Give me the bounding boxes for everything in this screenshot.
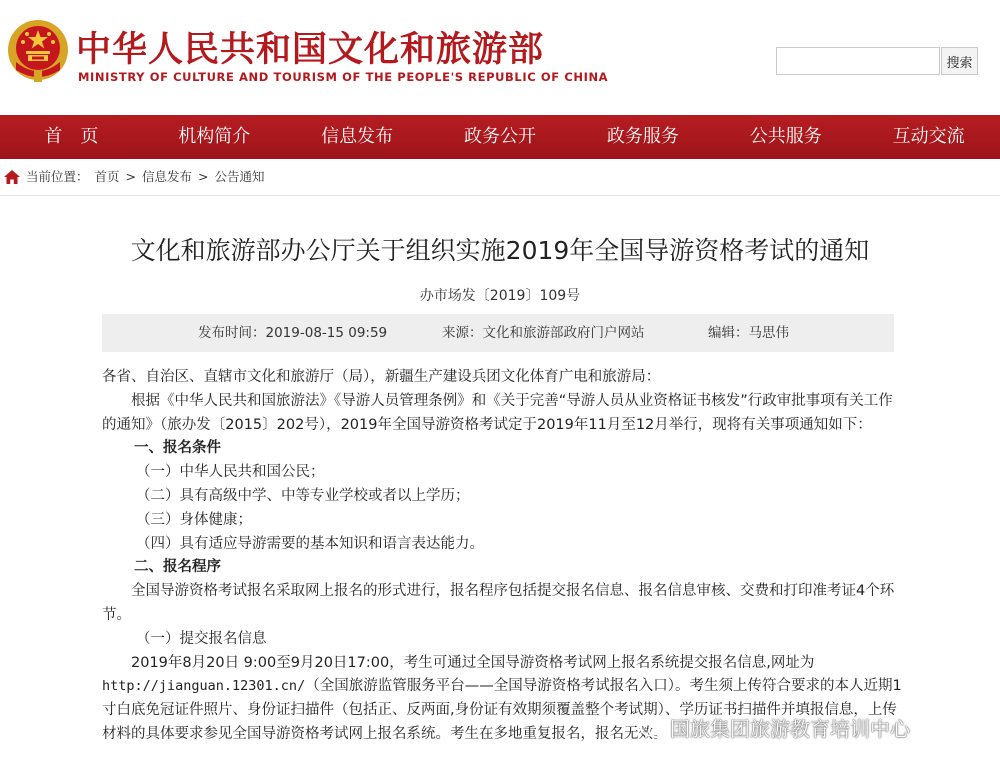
article-meta-bar: [102, 314, 894, 352]
condition-item-3: （三）身体健康；: [136, 511, 252, 528]
section-heading-2: 二、报名程序: [134, 559, 221, 576]
paragraph-addressee: 各省、自治区、直辖市文化和旅游厅（局），新疆生产建设兵团文化体育广电和旅游局：: [102, 369, 661, 385]
breadcrumb-notices[interactable]: 公告通知: [214, 169, 265, 184]
registration-url-link[interactable]: http://jianguan.12301.cn/: [102, 678, 306, 695]
site-title-en: MINISTRY OF CULTURE AND TOURISM OF THE PEOPLE'S REPUBLIC OF CHINA: [78, 70, 609, 84]
paragraph-procedure: 全国导游资格考试报名采取网上报名的形式进行，报名程序包括提交报名信息、报名信息审核、交费和打印准考证4个环节。: [102, 583, 895, 623]
publish-time: 发布时间：2019-08-15 09:59: [198, 325, 388, 341]
nav-item-government-affairs[interactable]: 政务公开: [464, 126, 536, 147]
nav-item-organization[interactable]: 机构简介: [178, 126, 251, 147]
condition-item-2: （二）具有高级中学、中等专业学校或者以上学历；: [136, 487, 470, 504]
subsection-heading-1: （一）提交报名信息: [136, 630, 267, 647]
search-input[interactable]: [776, 47, 940, 75]
breadcrumb-home[interactable]: 首页: [94, 169, 120, 184]
breadcrumb-news[interactable]: 信息发布: [141, 169, 192, 184]
nav-item-public-services[interactable]: 公共服务: [749, 126, 822, 147]
nav-item-government-services[interactable]: 政务服务: [606, 126, 679, 147]
paragraph-intro: 根据《中华人民共和国旅游法》《导游人员管理条例》和《关于完善“导游人员从业资格证书核发”行政审批事项有关工作的通知》（旅办发〔2015〕202号），2019年全国导游资格考试定于2019年11月至12月举行，现将有关事项通知如下：: [102, 392, 893, 433]
condition-item-4: （四）具有适应导游需要的基本知识和语言表达能力。: [136, 535, 484, 552]
article-source: 来源：文化和旅游部政府门户网站: [442, 325, 645, 341]
nav-item-news[interactable]: 信息发布: [321, 126, 394, 147]
breadcrumb-separator: >: [197, 169, 209, 184]
nav-item-home[interactable]: 首 页: [44, 126, 99, 147]
article-title: 文化和旅游部办公厅关于组织实施2019年全国导游资格考试的通知: [130, 236, 870, 265]
home-icon: [4, 170, 20, 184]
registration-text-a: 2019年8月20日 9:00至9月20日17:00，考生可通过全国导游资格考试网上报名系统提交报名信息,网址为: [131, 654, 815, 671]
condition-item-1: （一）中华人民共和国公民；: [136, 464, 325, 481]
search-button[interactable]: 搜索: [941, 47, 978, 75]
article-editor: 编辑：马思伟: [708, 325, 789, 341]
paragraph-registration: [102, 652, 902, 747]
document-number: 办市场发〔2019〕109号: [419, 288, 581, 304]
article-body: [102, 366, 902, 747]
watermark-text: 国旅集团旅游教育培训中心: [670, 717, 910, 741]
nav-item-interaction[interactable]: 互动交流: [892, 126, 965, 147]
national-emblem-icon[interactable]: [6, 18, 70, 84]
main-nav: [0, 115, 1000, 159]
article-panel: [0, 195, 1000, 771]
site-title-cn[interactable]: 中华人民共和国文化和旅游部: [76, 30, 545, 70]
site-header: [0, 0, 1000, 115]
breadcrumb: [0, 159, 1000, 195]
registration-text-b: （全国旅游监管服务平台——全国导游资格考试报名入口）。考生须上传符合要求的本人近期1寸白底免冠证件照片、身份证扫描件（包括正、反两面,身份证有效期须覆盖整个考试期）、学历证书扫描件并填报信息，上传材料的具体要求参见全国导游资格考试网上报名系统。考生在多地重复报名，报名无效。: [102, 678, 902, 742]
breadcrumb-prefix: 当前位置：: [26, 169, 89, 184]
breadcrumb-separator: >: [125, 169, 136, 184]
section-heading-1: 一、报名条件: [134, 440, 221, 457]
